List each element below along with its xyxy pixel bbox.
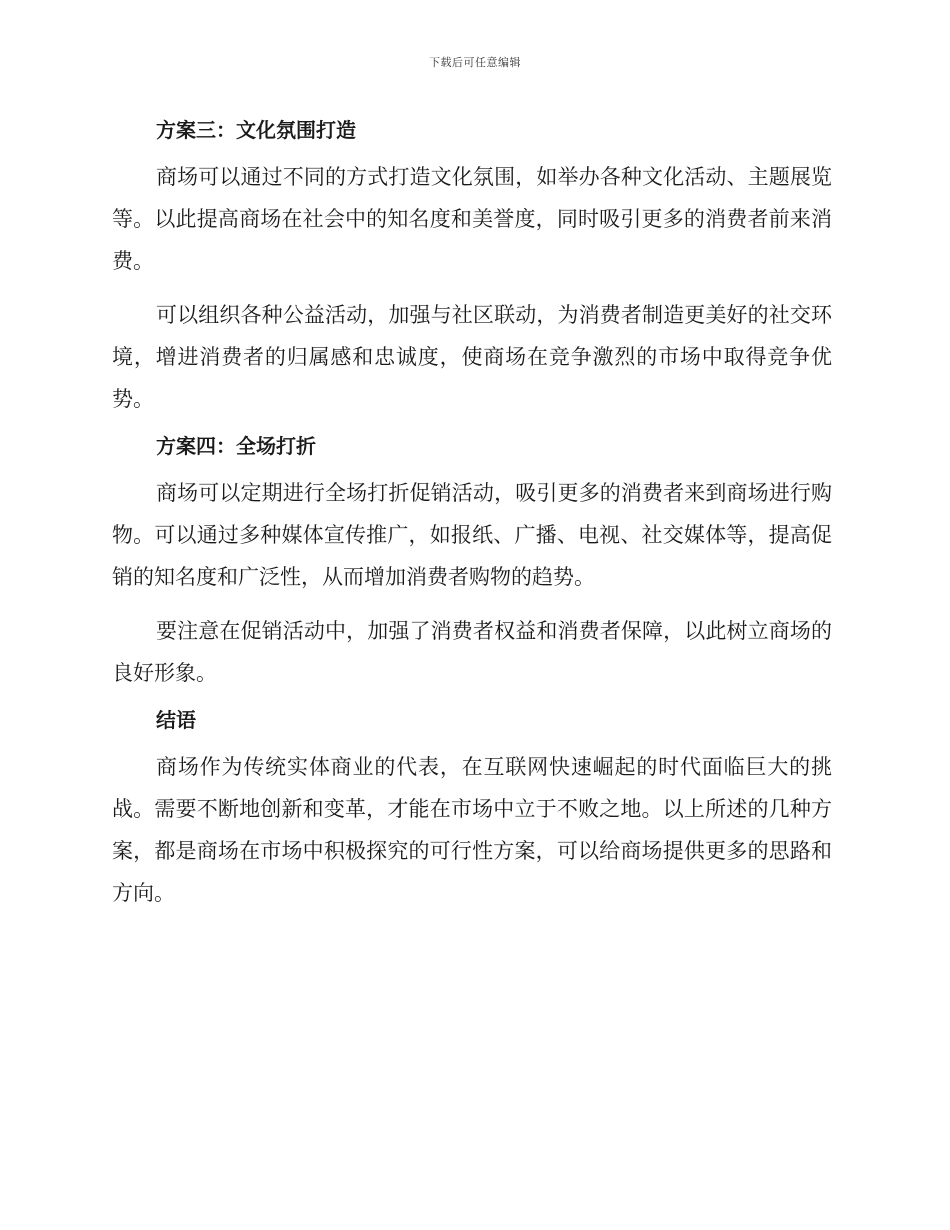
section-heading: 方案三：文化氛围打造 xyxy=(156,118,356,142)
section-plan-four xyxy=(112,432,832,694)
section-heading: 结语 xyxy=(156,708,196,732)
paragraph: 可以组织各种公益活动，加强与社区联动，为消费者制造更美好的社交环境，增进消费者的归属感和忠诚度，使商场在竞争激烈的市场中取得竞争优势。 xyxy=(112,303,832,411)
paragraph: 商场可以通过不同的方式打造文化氛围，如举办各种文化活动、主题展览等。以此提高商场在社会中的知名度和美誉度，同时吸引更多的消费者前来消费。 xyxy=(112,165,832,273)
paragraph: 商场作为传统实体商业的代表，在互联网快速崛起的时代面临巨大的挑战。需要不断地创新和变革，才能在市场中立于不败之地。以上所述的几种方案，都是商场在市场中积极探究的可行性方案，可以给商场提供更多的思路和方向。 xyxy=(112,755,832,905)
paragraph: 要注意在促销活动中，加强了消费者权益和消费者保障，以此树立商场的良好形象。 xyxy=(112,619,832,685)
section-heading: 方案四：全场打折 xyxy=(156,434,316,458)
page-header: 下载后可任意编辑 xyxy=(429,56,521,69)
paragraph: 商场可以定期进行全场打折促销活动，吸引更多的消费者来到商场进行购物。可以通过多种媒体宣传推广，如报纸、广播、电视、社交媒体等，提高促销的知名度和广泛性，从而增加消费者购物的趋势。 xyxy=(112,481,832,589)
section-conclusion xyxy=(112,706,832,914)
document-body xyxy=(112,110,832,926)
section-plan-three xyxy=(112,116,832,420)
